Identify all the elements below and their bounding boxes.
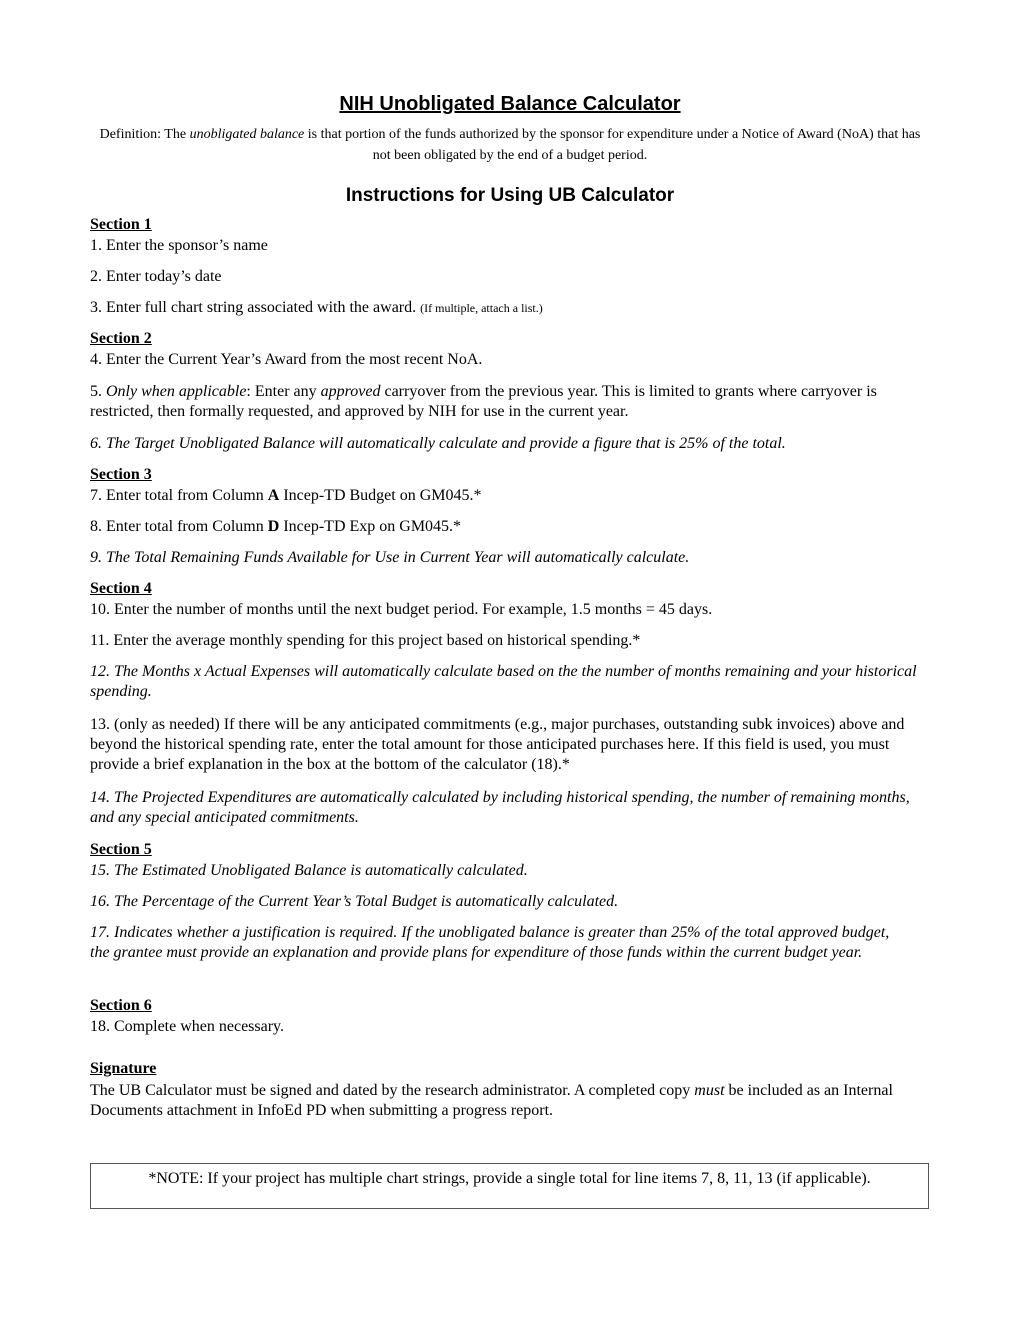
item-2: 2. Enter today’s date <box>90 268 222 285</box>
item-6: 6. The Target Unobligated Balance will automatically calculate and provide a figure that is 25% of the total. <box>90 435 786 452</box>
item-7 <box>90 486 482 506</box>
item-5 <box>90 382 932 422</box>
definition-prefix: Definition: The <box>99 127 190 142</box>
definition-paragraph <box>90 124 930 166</box>
instructions-heading: Instructions for Using UB Calculator <box>345 185 675 206</box>
item-3-text: 3. Enter full chart string associated with the award. <box>90 299 421 316</box>
signature-text-post: be included as an Internal Documents attachment in InfoEd PD when submitting a progress report. <box>90 1082 893 1119</box>
item-8-column: D <box>267 518 280 535</box>
item-5-approved: approved <box>320 383 381 400</box>
item-8-pre: 8. Enter total from Column <box>90 518 268 535</box>
definition-text: is that portion of the funds authorized by the sponsor for expenditure under a Notice of Award (NoA) that has not been obligated by the end of a budget period. <box>304 127 921 163</box>
item-3-note: (If multiple, attach a list.) <box>420 301 543 315</box>
item-10: 10. Enter the number of months until the next budget period. For example, 1.5 months = 45 days. <box>90 601 713 618</box>
item-5-lead: Only when applicable <box>106 383 247 400</box>
item-15: 15. The Estimated Unobligated Balance is automatically calculated. <box>90 862 528 879</box>
item-16: 16. The Percentage of the Current Year’s Total Budget is automatically calculated. <box>90 893 619 910</box>
item-5-rest: carryover from the previous year. This is limited to grants where carryover is restricted, then formally requested, and approved by NIH for use in the current year. <box>90 383 877 420</box>
item-5-number: 5. <box>90 383 106 400</box>
section-5-heading: Section 5 <box>90 841 152 858</box>
item-5-mid: : Enter any <box>246 383 321 400</box>
item-12: 12. The Months x Actual Expenses will automatically calculate based on the the number of months remaining and your historical spending. <box>90 663 917 700</box>
item-14: 14. The Projected Expenditures are automatically calculated by including historical spending, the number of remaining months, and any special anticipated commitments. <box>90 789 910 826</box>
item-8 <box>90 517 461 537</box>
item-9: 9. The Total Remaining Funds Available for Use in Current Year will automatically calculate. <box>90 549 690 566</box>
definition-term: unobligated balance <box>189 127 305 142</box>
section-3-heading: Section 3 <box>90 466 152 483</box>
page-title: NIH Unobligated Balance Calculator <box>339 93 681 115</box>
item-8-post: Incep-TD Exp on GM045.* <box>279 518 462 535</box>
section-4-heading: Section 4 <box>90 580 152 597</box>
item-17: 17. Indicates whether a justification is required. If the unobligated balance is greater than 25% of the total approved budget, the grantee must provide an explanation and provide plans for expenditure of those funds within the current budget year. <box>90 924 890 961</box>
item-4: 4. Enter the Current Year’s Award from the most recent NoA. <box>90 351 483 368</box>
item-7-column: A <box>267 487 280 504</box>
item-11: 11. Enter the average monthly spending for this project based on historical spending.* <box>90 632 641 649</box>
signature-text-pre: The UB Calculator must be signed and dated by the research administrator. A completed copy <box>90 1082 695 1099</box>
item-7-pre: 7. Enter total from Column <box>90 487 268 504</box>
item-18: 18. Complete when necessary. <box>90 1018 285 1035</box>
section-1-heading: Section 1 <box>90 216 152 233</box>
signature-heading: Signature <box>90 1060 157 1077</box>
section-6-heading: Section 6 <box>90 997 152 1014</box>
item-13: 13. (only as needed) If there will be any anticipated commitments (e.g., major purchases, outstanding subk invoices) above and beyond the historical spending rate, enter the total amount for those anticipated purchases here. If this field is used, you must provide a brief explanation in the box at the bottom of the calculator (18).* <box>90 716 905 773</box>
item-3 <box>90 298 543 318</box>
section-2-heading: Section 2 <box>90 330 152 347</box>
item-1: 1. Enter the sponsor’s name <box>90 237 268 254</box>
item-7-post: Incep-TD Budget on GM045.* <box>279 487 482 504</box>
signature-text-must: must <box>694 1082 725 1099</box>
signature-text <box>90 1081 932 1121</box>
note-box: *NOTE: If your project has multiple chart strings, provide a single total for line items 7, 8, 11, 13 (if applicable). <box>90 1163 929 1209</box>
